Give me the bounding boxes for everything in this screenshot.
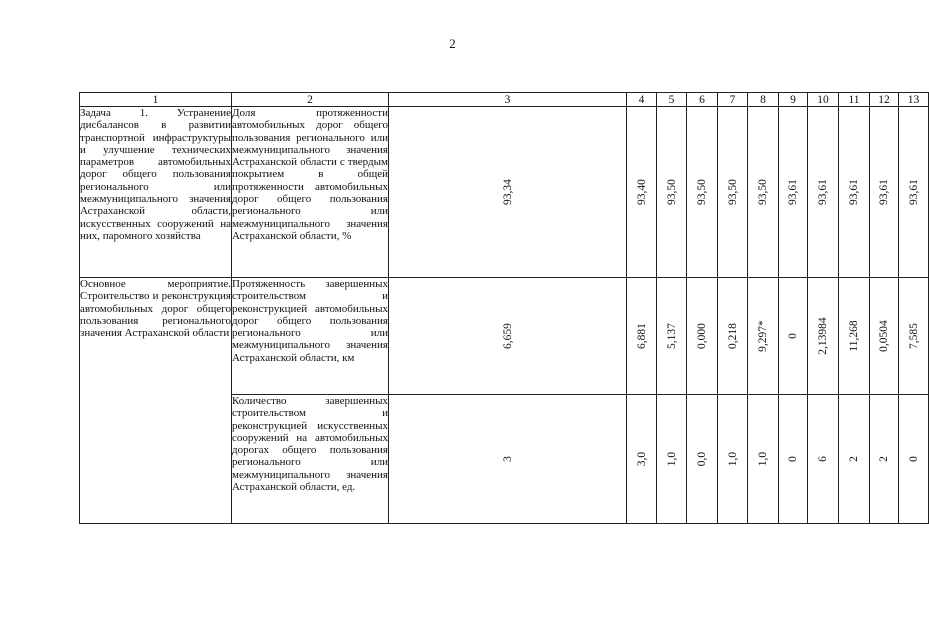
value-text: 93,50 <box>757 179 769 205</box>
task-cell: Задача 1. Устранение дисбалансов в развитии транспортной инфраструктуры и улучшение технических параметров автомобильных дорог общего пользования регионального или межмуниципального значения Астраханской области, искусственных сооружений на них, паромного хозяйства <box>80 107 232 278</box>
value-cell <box>389 395 627 524</box>
value-cell <box>657 107 687 278</box>
value-text: 6 <box>817 456 829 462</box>
value-text: 93,50 <box>726 179 739 205</box>
value-text: 1,0 <box>665 451 678 467</box>
value-cell <box>779 278 808 395</box>
value-text: 0,0 <box>696 451 708 467</box>
value-cell <box>748 107 779 278</box>
value-cell <box>657 278 687 395</box>
header-cell: 5 <box>657 93 687 107</box>
value-cell <box>748 278 779 395</box>
header-cell: 9 <box>779 93 808 107</box>
value-cell <box>627 107 657 278</box>
value-cell <box>718 395 748 524</box>
header-cell: 6 <box>687 93 718 107</box>
indicator-cell: Количество завершенных строительством и реконструкцией искусственных сооружений на автомобильных дорогах общего пользования регионального или межмуниципального значения Астраханской области, ед. <box>232 395 389 524</box>
value-cell <box>389 278 627 395</box>
value-text: 1,0 <box>757 451 769 467</box>
value-text: 0,0504 <box>878 320 890 352</box>
value-cell <box>687 395 718 524</box>
value-cell <box>657 395 687 524</box>
value-cell <box>627 278 657 395</box>
value-cell <box>389 107 627 278</box>
value-text: 1,0 <box>726 451 739 467</box>
value-cell <box>870 278 899 395</box>
value-text: 2,13984 <box>817 317 829 355</box>
value-text: 9,297* <box>757 320 769 352</box>
value-text: 11,268 <box>848 320 860 352</box>
value-text: 2 <box>878 456 890 462</box>
value-cell <box>899 107 929 278</box>
value-text: 93,61 <box>817 179 829 205</box>
value-cell <box>718 107 748 278</box>
value-cell <box>808 107 839 278</box>
header-cell: 7 <box>718 93 748 107</box>
value-text: 0,000 <box>696 323 708 349</box>
header-cell: 3 <box>389 93 627 107</box>
value-text: 0 <box>787 333 799 339</box>
value-text: 93,50 <box>696 179 708 205</box>
value-text: 7,585 <box>907 323 920 349</box>
value-cell <box>718 278 748 395</box>
value-cell <box>839 278 870 395</box>
value-cell <box>779 395 808 524</box>
value-cell <box>899 278 929 395</box>
header-cell: 8 <box>748 93 779 107</box>
value-text: 0 <box>787 456 799 462</box>
header-cell: 4 <box>627 93 657 107</box>
value-cell <box>779 107 808 278</box>
header-cell: 10 <box>808 93 839 107</box>
value-text: 93,40 <box>635 179 648 205</box>
value-cell <box>899 395 929 524</box>
value-text: 93,61 <box>907 179 920 205</box>
header-cell: 11 <box>839 93 870 107</box>
header-cell: 1 <box>80 93 232 107</box>
table-row <box>80 278 929 395</box>
value-text: 93,61 <box>848 179 860 205</box>
indicators-table <box>79 92 929 524</box>
value-cell <box>627 395 657 524</box>
table-row <box>80 107 929 278</box>
header-cell: 13 <box>899 93 929 107</box>
indicator-cell: Протяженность завершенных строительством и реконструкцией автомобильных дорог общего пользования регионального или межмуниципального значения Астраханской области, км <box>232 278 389 395</box>
value-cell <box>808 278 839 395</box>
value-text: 93,61 <box>878 179 890 205</box>
value-cell <box>839 107 870 278</box>
value-cell <box>808 395 839 524</box>
value-text: 93,34 <box>501 179 514 205</box>
value-text: 0 <box>907 456 920 462</box>
value-cell <box>748 395 779 524</box>
value-text: 5,137 <box>665 323 678 349</box>
indicator-cell: Доля протяженности автомобильных дорог общего пользования регионального или межмуниципального значения Астраханской области с твердым покрытием в общей протяженности автомобильных дорог общего пользования регионального или межмуниципального значения Астраханской области, % <box>232 107 389 278</box>
value-text: 0,218 <box>726 323 739 349</box>
value-cell <box>870 395 899 524</box>
value-cell <box>687 107 718 278</box>
value-text: 6,659 <box>501 323 514 349</box>
header-cell: 2 <box>232 93 389 107</box>
value-text: 93,61 <box>787 179 799 205</box>
header-cell: 12 <box>870 93 899 107</box>
value-text: 3 <box>501 456 514 462</box>
page-number: 2 <box>449 36 456 51</box>
header-row <box>80 93 929 107</box>
value-cell <box>870 107 899 278</box>
value-text: 2 <box>848 456 860 462</box>
value-text: 6,881 <box>635 323 648 349</box>
value-text: 93,50 <box>665 179 678 205</box>
value-cell <box>687 278 718 395</box>
task-cell: Основное мероприятие. Строительство и реконструкция автомобильных дорог общего пользования регионального значения Астраханской области <box>80 278 232 524</box>
value-text: 3,0 <box>635 451 648 467</box>
value-cell <box>839 395 870 524</box>
